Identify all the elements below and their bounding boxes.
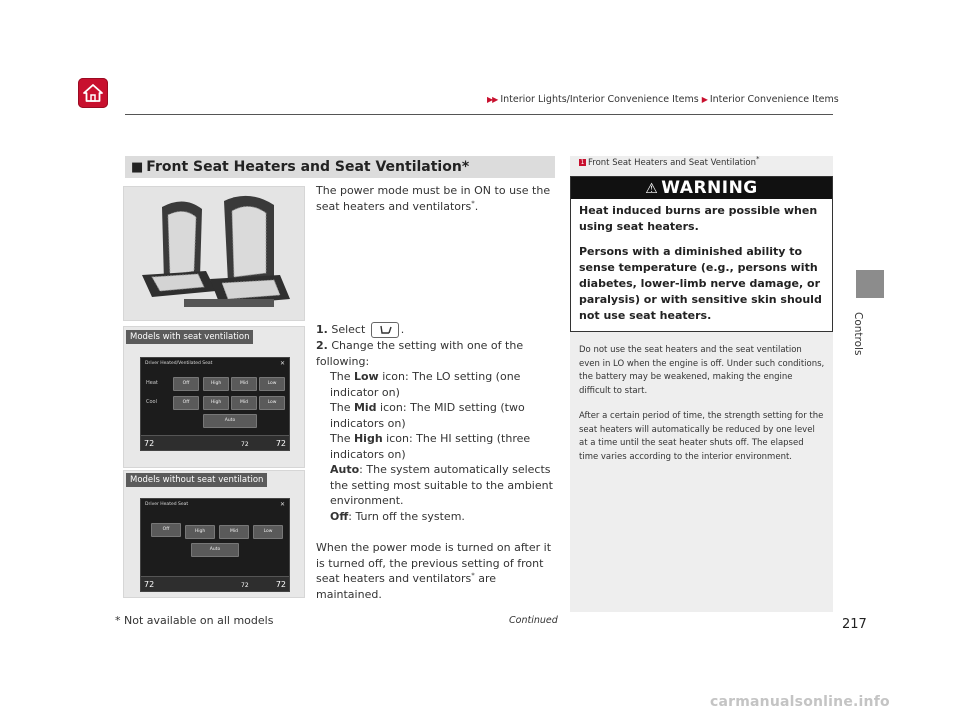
- step-1-number: 1.: [316, 323, 328, 336]
- cool-label: Cool: [146, 399, 157, 405]
- side-tab-label: Controls: [852, 312, 864, 356]
- heat-mid-button[interactable]: Mid: [231, 377, 257, 391]
- seat-illustration: [123, 186, 305, 321]
- continued-label: Continued: [509, 615, 558, 626]
- page-number: 217: [842, 617, 867, 632]
- temp-mid: 72: [241, 582, 249, 589]
- screen-title: Driver Heated Seat: [145, 502, 189, 507]
- option-mid-text: icon: The MID setting (two indicators on): [330, 401, 525, 430]
- warning-text-2: Persons with a diminished ability to sense temperature (e.g., persons with diabetes, lower-limb nerve damage, or paralysis) or with sensitive skin should not use seat heaters.: [579, 245, 822, 322]
- cool-mid-button[interactable]: Mid: [231, 396, 257, 410]
- temp-right: 72: [275, 439, 286, 448]
- section-title-asterisk: *: [461, 159, 470, 175]
- sidebar-heading: [579, 155, 760, 168]
- option-high-word: High: [353, 432, 383, 445]
- close-icon[interactable]: ✕: [279, 360, 285, 367]
- closing-paragraph: [316, 540, 556, 602]
- heat-high-button[interactable]: High: [185, 525, 215, 539]
- option-mid-prefix: The: [330, 401, 354, 414]
- section-tab-marker: [856, 270, 884, 298]
- intro-paragraph: [316, 183, 552, 214]
- climate-status-bar: [141, 576, 289, 591]
- sidebar-heading-text: Front Seat Heaters and Seat Ventilation: [588, 158, 756, 168]
- warning-header: [571, 177, 832, 199]
- cool-off-button[interactable]: Off: [173, 396, 199, 410]
- option-low-word: Low: [353, 370, 379, 383]
- heat-label: Heat: [146, 380, 158, 386]
- section-title: [131, 159, 469, 175]
- breadcrumb-item[interactable]: Interior Convenience Items: [709, 94, 839, 105]
- intro-text: The power mode must be in ON to use the seat heaters and ventilators: [316, 184, 551, 213]
- option-off: [316, 509, 556, 525]
- heated-seat-screen: [140, 498, 290, 592]
- note-paragraph-2: After a certain period of time, the strength setting for the seat heaters will automatically be reduced by one level at a time until the seat heater shuts off. The elapsed time varies according to the interior environment.: [579, 411, 824, 462]
- cool-low-button[interactable]: Low: [259, 396, 285, 410]
- image-caption-with-ventilation: Models with seat ventilation: [126, 330, 253, 344]
- watermark: carmanualsonline.info: [710, 694, 890, 710]
- option-off-word: Off: [330, 509, 349, 523]
- temp-right: 72: [275, 580, 286, 589]
- option-auto-text: : The system automatically selects the setting most suitable to the ambient environment.: [330, 463, 553, 507]
- seat-heater-icon: [371, 322, 399, 338]
- heat-off-button[interactable]: Off: [173, 377, 199, 391]
- auto-button[interactable]: Auto: [203, 414, 257, 428]
- closing-asterisk: *: [471, 571, 475, 580]
- option-low-text: icon: The LO setting (one indicator on): [330, 370, 521, 399]
- option-high-prefix: The: [330, 432, 354, 445]
- heat-high-button[interactable]: High: [203, 377, 229, 391]
- warning-triangle-icon: ⚠: [645, 181, 659, 197]
- option-off-text: : Turn off the system.: [348, 509, 465, 523]
- procedure-steps: [316, 322, 556, 524]
- option-high: [316, 431, 556, 462]
- heated-ventilated-seat-screen: [140, 357, 290, 451]
- closing-text-1: When the power mode is turned on after it is turned off, the previous setting of front seat heaters and ventilators: [316, 541, 552, 585]
- heat-mid-button[interactable]: Mid: [219, 525, 249, 539]
- option-mid: [316, 400, 556, 431]
- breadcrumb-arrow-icon: ▶: [701, 95, 707, 104]
- temp-left: 72: [144, 439, 155, 448]
- section-title-text: Front Seat Heaters and Seat Ventilation: [146, 159, 462, 175]
- step-2-number: 2.: [316, 339, 328, 352]
- temp-mid: 72: [241, 441, 249, 448]
- screen-title: Driver Heated/Ventilated Seat: [145, 361, 213, 366]
- breadcrumb: [487, 94, 839, 105]
- heat-off-button[interactable]: Off: [151, 523, 181, 537]
- close-icon[interactable]: ✕: [279, 501, 285, 508]
- option-low-prefix: The: [330, 370, 354, 383]
- climate-status-bar: [141, 435, 289, 450]
- house-icon: [82, 82, 104, 104]
- option-low: [316, 369, 556, 400]
- home-icon[interactable]: [78, 78, 108, 108]
- breadcrumb-item[interactable]: Interior Lights/Interior Convenience Items: [500, 94, 699, 105]
- heat-low-button[interactable]: Low: [259, 377, 285, 391]
- breadcrumb-arrow-icon: ▶▶: [487, 95, 498, 104]
- warning-title: WARNING: [661, 178, 758, 198]
- intro-asterisk: *: [471, 198, 475, 207]
- square-bullet-icon: ■: [131, 160, 144, 175]
- step-2-text: Change the setting with one of the following:: [316, 339, 524, 368]
- image-caption-without-ventilation: Models without seat ventilation: [126, 473, 267, 487]
- intro-end: .: [474, 199, 479, 213]
- temp-left: 72: [144, 580, 155, 589]
- warning-text-1: Heat induced burns are possible when using seat heaters.: [579, 204, 818, 233]
- option-high-text: icon: The HI setting (three indicators on): [330, 432, 531, 461]
- closing-text-2: are maintained.: [316, 572, 497, 601]
- footnote: * Not available on all models: [115, 614, 274, 627]
- sidebar-heading-asterisk: *: [755, 155, 760, 164]
- option-auto-word: Auto: [330, 463, 360, 476]
- auto-button[interactable]: Auto: [191, 543, 239, 557]
- reference-icon: 1: [580, 159, 585, 166]
- cool-high-button[interactable]: High: [203, 396, 229, 410]
- note-paragraph-1: Do not use the seat heaters and the seat ventilation even in LO when the engine is off. Under such conditions, the battery may be weakened, making the engine difficult to start.: [579, 345, 825, 396]
- step-2: [316, 338, 556, 369]
- option-auto: [316, 462, 556, 509]
- header-divider: [125, 114, 833, 115]
- option-mid-word: Mid: [353, 401, 377, 414]
- heat-low-button[interactable]: Low: [253, 525, 283, 539]
- step-1-text: Select: [331, 323, 366, 336]
- step-1: 1. Select .: [316, 323, 405, 336]
